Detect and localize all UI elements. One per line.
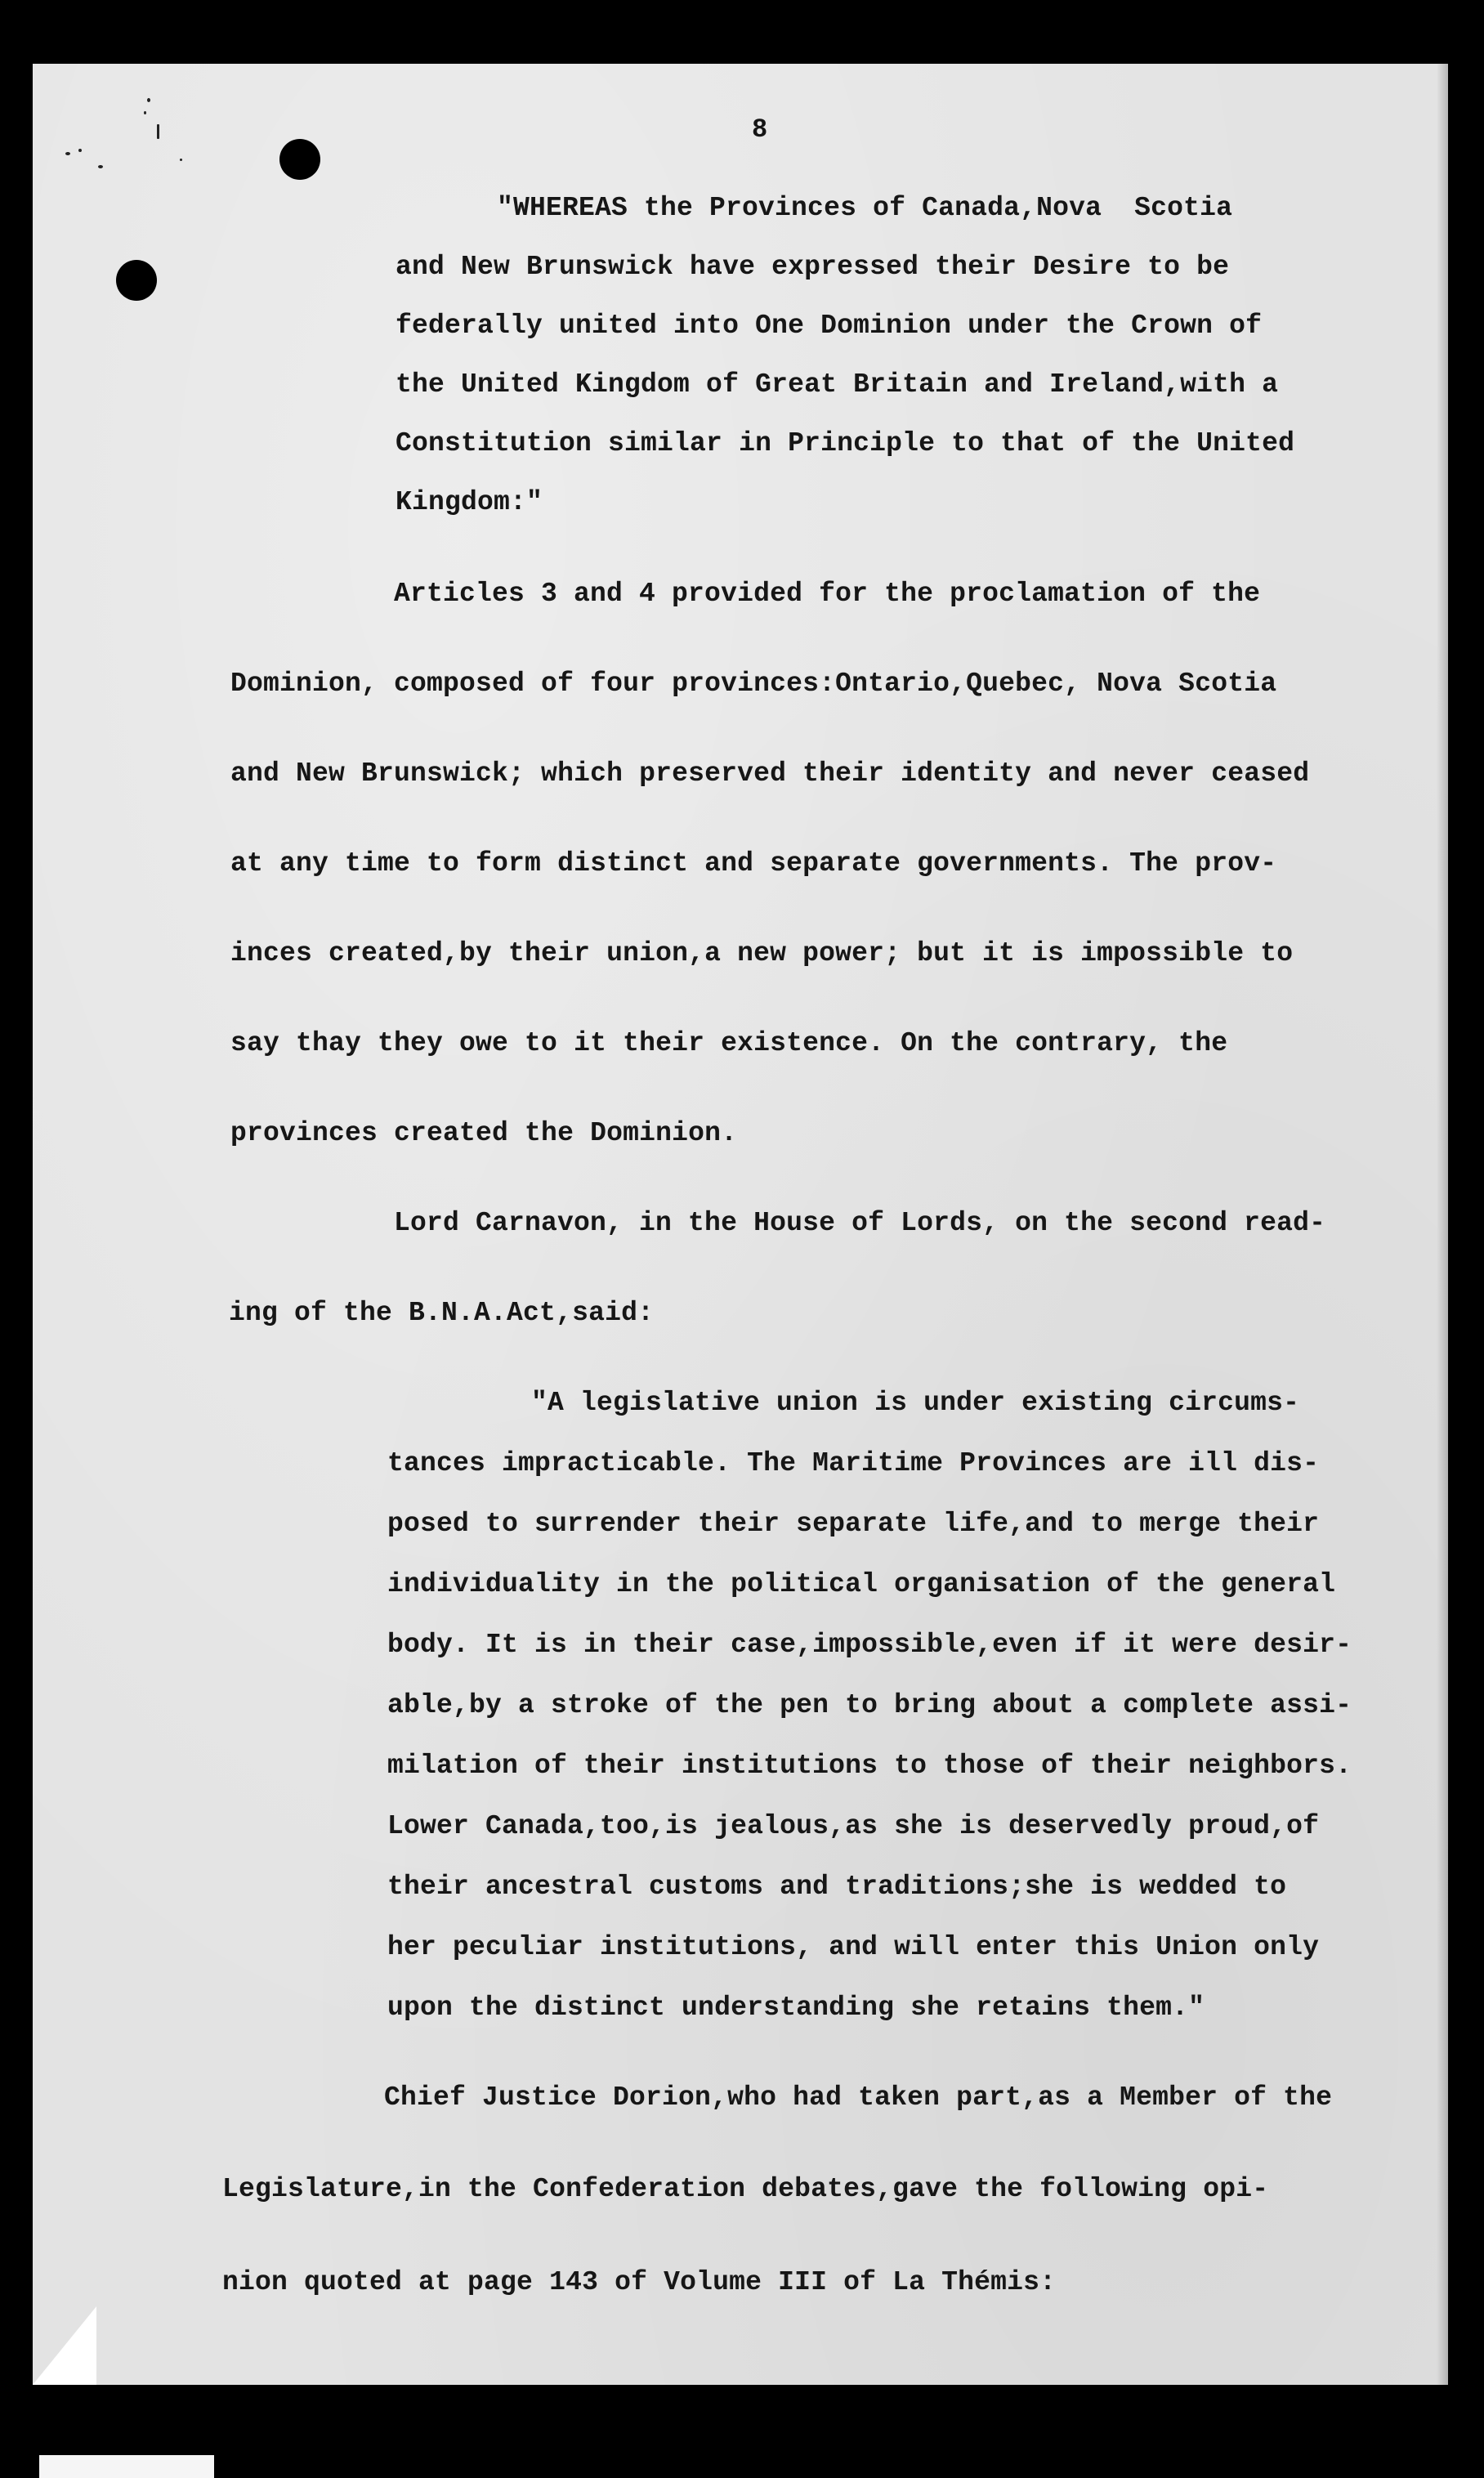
quote-line: Lower Canada,too,is jealous,as she is deservedly proud,of (387, 1811, 1320, 1841)
page-edge-shadow (1437, 64, 1451, 2385)
paragraph-line: Dominion, composed of four provinces:Ontario,Quebec, Nova Scotia (230, 669, 1277, 699)
punch-hole (279, 139, 320, 180)
quote-line: body. It is in their case,impossible,even if it were desir- (387, 1630, 1352, 1660)
paragraph-line: Chief Justice Dorion,who had taken part,as a Member of the (384, 2082, 1333, 2113)
quote-line: milation of their institutions to those of their neighbors. (387, 1751, 1352, 1781)
scan-speck (78, 149, 82, 152)
paragraph-line: nion quoted at page 143 of Volume III of La Thémis: (222, 2267, 1057, 2297)
scan-speck (144, 111, 146, 114)
quote-line: posed to surrender their separate life,and to merge their (387, 1509, 1320, 1539)
quote-line: able,by a stroke of the pen to bring about a complete assi- (387, 1690, 1352, 1720)
paragraph-line: say thay they owe to it their existence. On the contrary, the (230, 1028, 1228, 1058)
folded-corner (33, 2306, 96, 2385)
quote-line: and New Brunswick have expressed their Desire to be (396, 252, 1230, 282)
document-page (33, 64, 1448, 2385)
paragraph-line: Lord Carnavon, in the House of Lords, on the second read- (394, 1208, 1326, 1238)
quote-line: "A legislative union is under existing circums- (531, 1388, 1300, 1418)
quote-line: "WHEREAS the Provinces of Canada,Nova Scotia (497, 193, 1233, 223)
paragraph-line: Articles 3 and 4 provided for the proclamation of the (394, 579, 1261, 609)
quote-line: Constitution similar in Principle to that of the United (396, 428, 1295, 458)
paragraph-line: provinces created the Dominion. (230, 1118, 738, 1148)
paragraph-line: inces created,by their union,a new power; but it is impossible to (230, 938, 1294, 968)
punch-hole (116, 260, 157, 301)
paragraph-line: ing of the B.N.A.Act,said: (229, 1298, 655, 1328)
paragraph-line: and New Brunswick; which preserved their identity and never ceased (230, 758, 1310, 789)
quote-line: upon the distinct understanding she retains them." (387, 1993, 1205, 2023)
quote-line: federally united into One Dominion under the Crown of (396, 311, 1263, 341)
scan-speck (65, 152, 70, 155)
scan-speck (98, 165, 103, 168)
film-edge-tab (39, 2455, 214, 2478)
scan-speck (147, 98, 150, 102)
quote-line: her peculiar institutions, and will enter this Union only (387, 1932, 1320, 1962)
scan-speck (180, 159, 182, 161)
paragraph-line: at any time to form distinct and separate governments. The prov- (230, 848, 1277, 879)
quote-line: individuality in the political organisation of the general (387, 1569, 1336, 1599)
page-number: 8 (752, 114, 768, 145)
quote-line: the United Kingdom of Great Britain and Ireland,with a (396, 369, 1279, 400)
quote-line: their ancestral customs and traditions;she is wedded to (387, 1872, 1287, 1902)
paragraph-line: Legislature,in the Confederation debates,gave the following opi- (222, 2174, 1269, 2204)
scan-speck (157, 124, 159, 139)
quote-line: tances impracticable. The Maritime Provinces are ill dis- (387, 1448, 1320, 1478)
quote-line: Kingdom:" (396, 487, 543, 517)
